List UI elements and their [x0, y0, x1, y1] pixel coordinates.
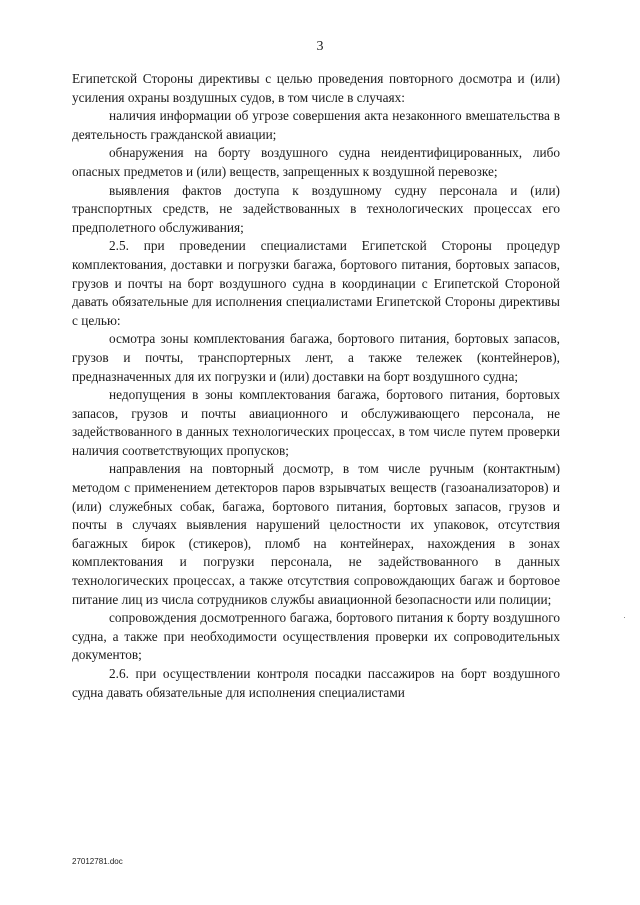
- paragraph: осмотра зоны комплектования багажа, бортового питания, бортовых запасов, грузов и почты, транспортерных лент, а также тележек (контейнеров), предназначенных для их погрузки и (или) доставки на борт воздушного судна;: [72, 331, 560, 384]
- body-text: [72, 70, 560, 702]
- paragraph: обнаружения на борту воздушного судна неидентифицированных, либо опасных предметов и (или) веществ, запрещенных к воздушной перевозке;: [72, 145, 560, 179]
- paragraph: выявления фактов доступа к воздушному судну персонала и (или) транспортных средств, не задействованных в технологических процессах его предполетного обслуживания;: [72, 182, 560, 235]
- paragraph: Египетской Стороны директивы с целью проведения повторного досмотра и (или) усиления охраны воздушных судов, в том числе в случаях:: [72, 71, 560, 105]
- page-number: 3: [316, 39, 324, 54]
- paragraph: 2.6. при осуществлении контроля посадки пассажиров на борт воздушного судна давать обязательные для исполнения специалистами: [72, 666, 560, 700]
- margin-mark: ·: [623, 612, 626, 622]
- paragraph: сопровождения досмотренного багажа, бортового питания к борту воздушного судна, а также при необходимости осуществления проверки их сопроводительных документов;: [72, 610, 560, 663]
- paragraph: наличия информации об угрозе совершения акта незаконного вмешательства в деятельность гражданской авиации;: [72, 108, 560, 142]
- paragraph: 2.5. при проведении специалистами Египетской Стороны процедур комплектования, доставки и погрузки багажа, бортового питания, бортовых запасов, грузов и почты на борт воздушного судна в координации с Египетской Стороной давать обязательные для исполнения специалистами Египетской Стороны директивы с целью:: [72, 238, 560, 328]
- paragraph: направления на повторный досмотр, в том числе ручным (контактным) методом с применением детекторов паров взрывчатых веществ (газоанализаторов) и (или) служебных собак, багажа, бортового питания, бортовых запасов, грузов и почты в случаях выявления нарушений целостности их упаковок, отсутствия багажных бирок (стикеров), пломб на контейнерах, нахождения в зонах комплектования и погрузки персонала, не задействованного в данных технологических процессах, а также отсутствия сопровождающих багаж и бортовое питание лиц из числа сотрудников службы авиационной безопасности или полиции;: [72, 461, 560, 607]
- footer-filename: 27012781.doc: [72, 857, 123, 866]
- paragraph: недопущения в зоны комплектования багажа, бортового питания, бортовых запасов, грузов и почты авиационного и обслуживающего персонала, не задействованного в данных технологических процессах, в том числе путем проверки наличия соответствующих пропусков;: [72, 387, 560, 458]
